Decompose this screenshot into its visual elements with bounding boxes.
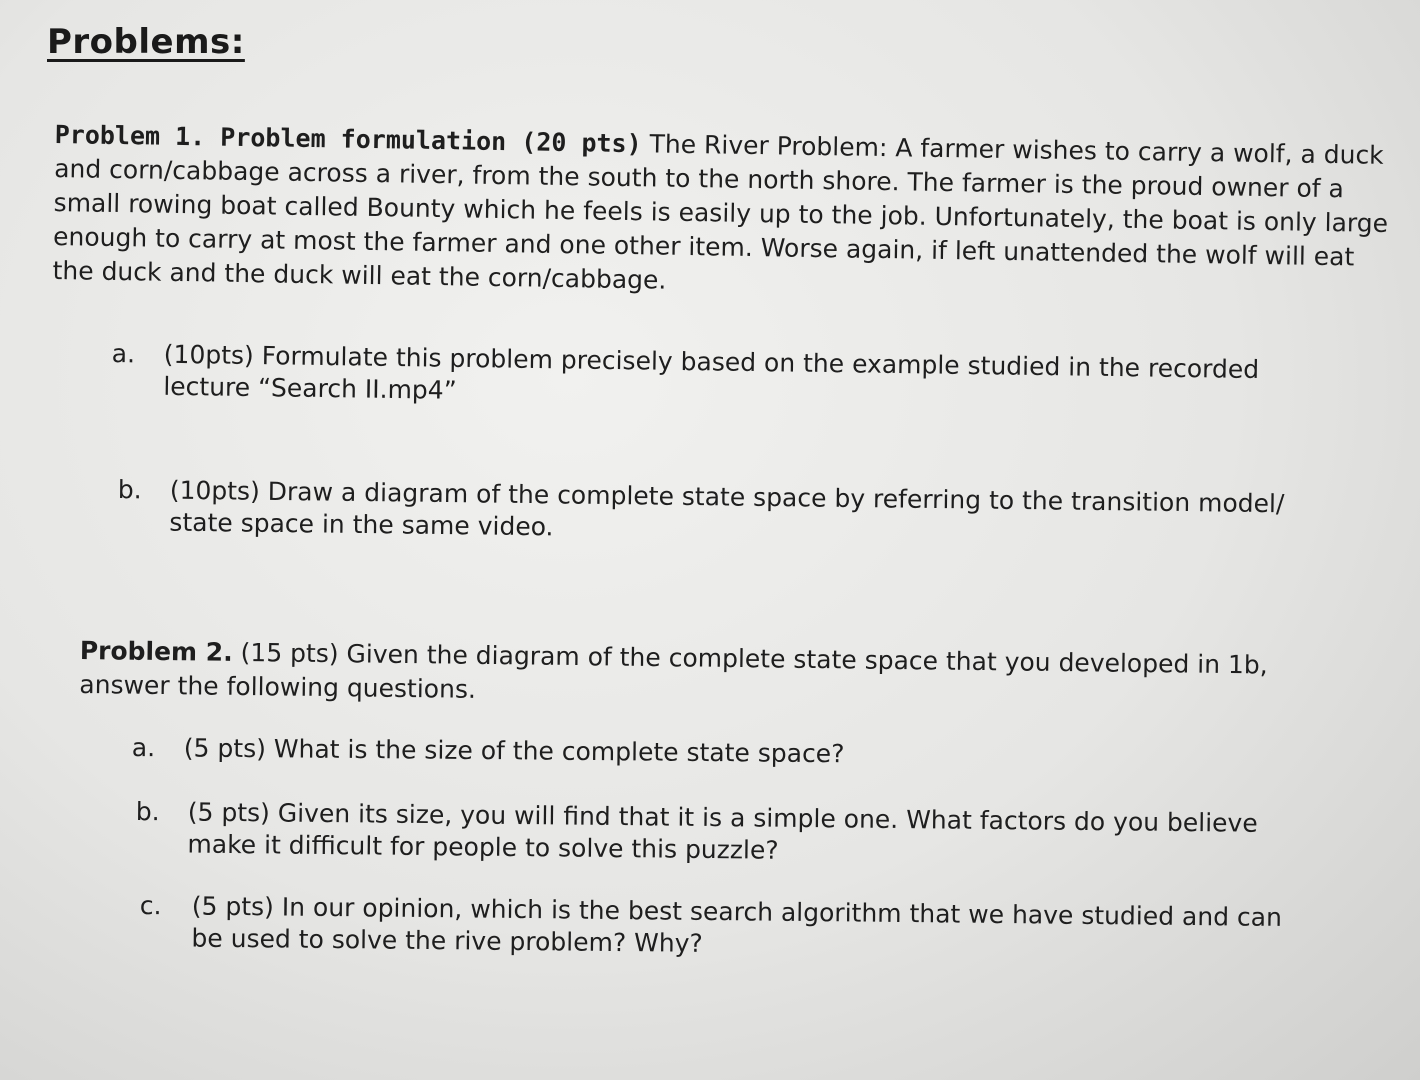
problem-2-item-a xyxy=(132,732,1312,774)
item-text: (5 pts) What is the size of the complete state space? xyxy=(183,733,845,769)
problem-1-item-a xyxy=(111,338,1342,419)
item-marker: c. xyxy=(139,890,162,921)
item-text: (5 pts) Given its size, you will find that it is a simple one. What factors do you believe make it difficult for people to solve this puzzle? xyxy=(187,797,1258,865)
item-marker: a. xyxy=(111,338,136,369)
problem-2-description: (15 pts) Given the diagram of the complete state space that you developed in 1b, answer the following questions. xyxy=(79,637,1268,704)
item-text: (10pts) Formulate this problem precisely based on the example studied in the recorded lecture “Search II.mp4” xyxy=(163,339,1260,405)
item-marker: b. xyxy=(117,474,142,505)
item-marker: a. xyxy=(131,732,156,763)
problem-2 xyxy=(79,634,1320,717)
item-text: (5 pts) In our opinion, which is the best search algorithm that we have studied and can be used to solve the rive problem? Why? xyxy=(191,891,1283,958)
problem-1 xyxy=(52,118,1395,309)
item-marker: b. xyxy=(135,796,160,827)
problem-2-title: Problem 2. xyxy=(79,635,233,667)
problem-1-title: Problem 1. Problem formulation (20 pts) xyxy=(54,119,642,159)
problem-2-item-c xyxy=(139,890,1320,966)
problem-1-item-b xyxy=(117,474,1348,553)
page-heading: Problems: xyxy=(47,22,245,62)
problem-1-description: The River Problem: A farmer wishes to carry a wolf, a duck and corn/cabbage across a river, from the south to the north shore. The farmer is the proud owner of a small rowing boat called Bounty which he feels is easily up to the job. Unfortunately, the boat is only large enough to carry at most the farmer and one other item. Worse again, if left unattended the wolf will eat the duck and the duck will eat the corn/cabbage. xyxy=(52,129,1389,295)
problem-2-item-b xyxy=(135,796,1296,872)
item-text: (10pts) Draw a diagram of the complete state space by referring to the transition model/ state space in the same video. xyxy=(169,475,1285,542)
